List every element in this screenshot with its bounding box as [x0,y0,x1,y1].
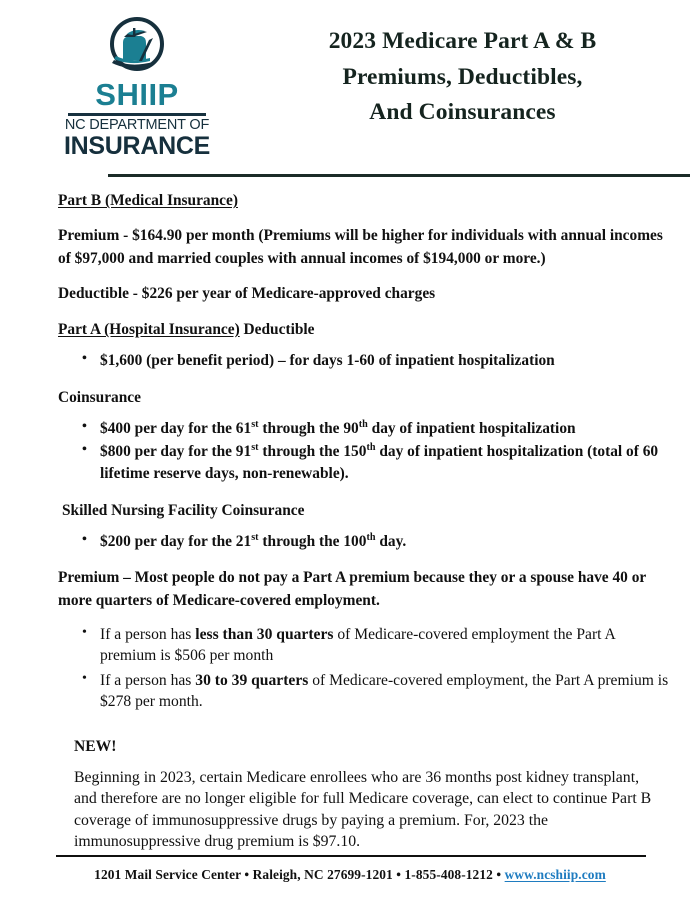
ordinal-suffix: st [251,531,259,543]
bullet-emphasis: less than 30 quarters [195,626,334,644]
footer-divider [56,855,646,858]
bullet-emphasis: 30 to 39 quarters [195,672,309,689]
bullet-text: of Medicare-covered employment the Part A premium is $506 per month [100,626,615,665]
coinsurance-heading: Coinsurance [58,388,141,406]
part-a-premium-note: Premium – Most people do not pay a Part A premium because they or a spouse have 40 or more quarters of Medicare-covered employment. [58,569,646,609]
bullet-text: through the 150 [258,443,367,461]
list-item [100,671,670,713]
ordinal-suffix: th [366,531,376,543]
list-item: • $1,600 (per benefit period) – for days 1-60 of inpatient hospitalization [100,350,670,372]
quarters-list [0,625,700,713]
ordinal-suffix: th [366,442,376,454]
bullet-text: If a person has [100,626,196,644]
bullet-text: If a person has [100,672,196,689]
logo-insurance-line: INSURANCE [64,132,210,161]
footer [0,867,700,883]
bullet-text: day. [375,533,407,551]
title-line-2: Premiums, Deductibles, [342,63,583,90]
part-a-heading-plain: Deductible [239,320,315,338]
list-item [100,418,670,440]
part-a-deductible-list [0,350,700,372]
skilled-nursing-list [0,531,700,553]
part-b-heading: Part B (Medical Insurance) [58,192,238,209]
header-divider [108,174,690,177]
document-title [240,24,685,131]
logo-acronym: SHIIP [95,77,179,112]
bullet-text: of Medicare-covered employment, the Part A premium is $278 per month. [100,672,669,710]
new-section-heading: NEW! [74,737,117,755]
logo-divider [68,113,206,116]
list-item [100,441,670,485]
bullet-text: $400 per day for the 61 [100,420,252,438]
ordinal-suffix: st [251,442,259,454]
bullet-text: $200 per day for the 21 [100,533,252,551]
shiip-logo [62,16,212,159]
bullet-text: $800 per day for the 91 [100,443,252,461]
part-b-premium-paragraph: Premium - $164.90 per month (Premiums will be higher for individuals with annual incomes of $97,000 and married couples with annual incomes of $194,000 or more.) [58,227,663,267]
shiip-ship-circle-logo-icon [100,16,174,78]
part-a-heading [0,319,700,341]
part-b-deductible-paragraph: Deductible - $226 per year of Medicare-approved charges [58,285,436,303]
bullet-text: through the 90 [258,420,359,438]
bullet-text: day of inpatient hospitalization (total of 60 lifetime reserve days, non-renewable). [100,443,659,483]
ordinal-suffix: th [358,418,368,430]
new-section-body: Beginning in 2023, certain Medicare enrollees who are 36 months post kidney transplant, and therefore are no longer eligible for full Medicare coverage, can elect to continue Part B coverage of immunosuppressive drugs by paying a premium. For, 2023 the immunosuppressive drug premium is $97.10. [74,769,652,850]
part-a-heading-underlined: Part A (Hospital Insurance) [58,320,240,338]
logo-department-line: NC DEPARTMENT OF [64,117,210,133]
document-body [0,190,700,852]
title-line-1: 2023 Medicare Part A & B [328,28,597,54]
list-item [100,531,670,553]
bullet-text: day of inpatient hospitalization [367,420,576,438]
document-header [0,0,700,160]
title-line-3: And Coinsurances [369,99,556,126]
skilled-nursing-heading: Skilled Nursing Facility Coinsurance [62,501,305,519]
coinsurance-list [0,418,700,486]
ordinal-suffix: st [251,418,259,430]
footer-address: 1201 Mail Service Center • Raleigh, NC 27699-1201 • 1-855-408-1212 • [94,867,505,882]
list-item [100,625,670,667]
footer-website-link[interactable]: www.ncshiip.com [504,867,606,882]
bullet-text: through the 100 [258,533,367,551]
